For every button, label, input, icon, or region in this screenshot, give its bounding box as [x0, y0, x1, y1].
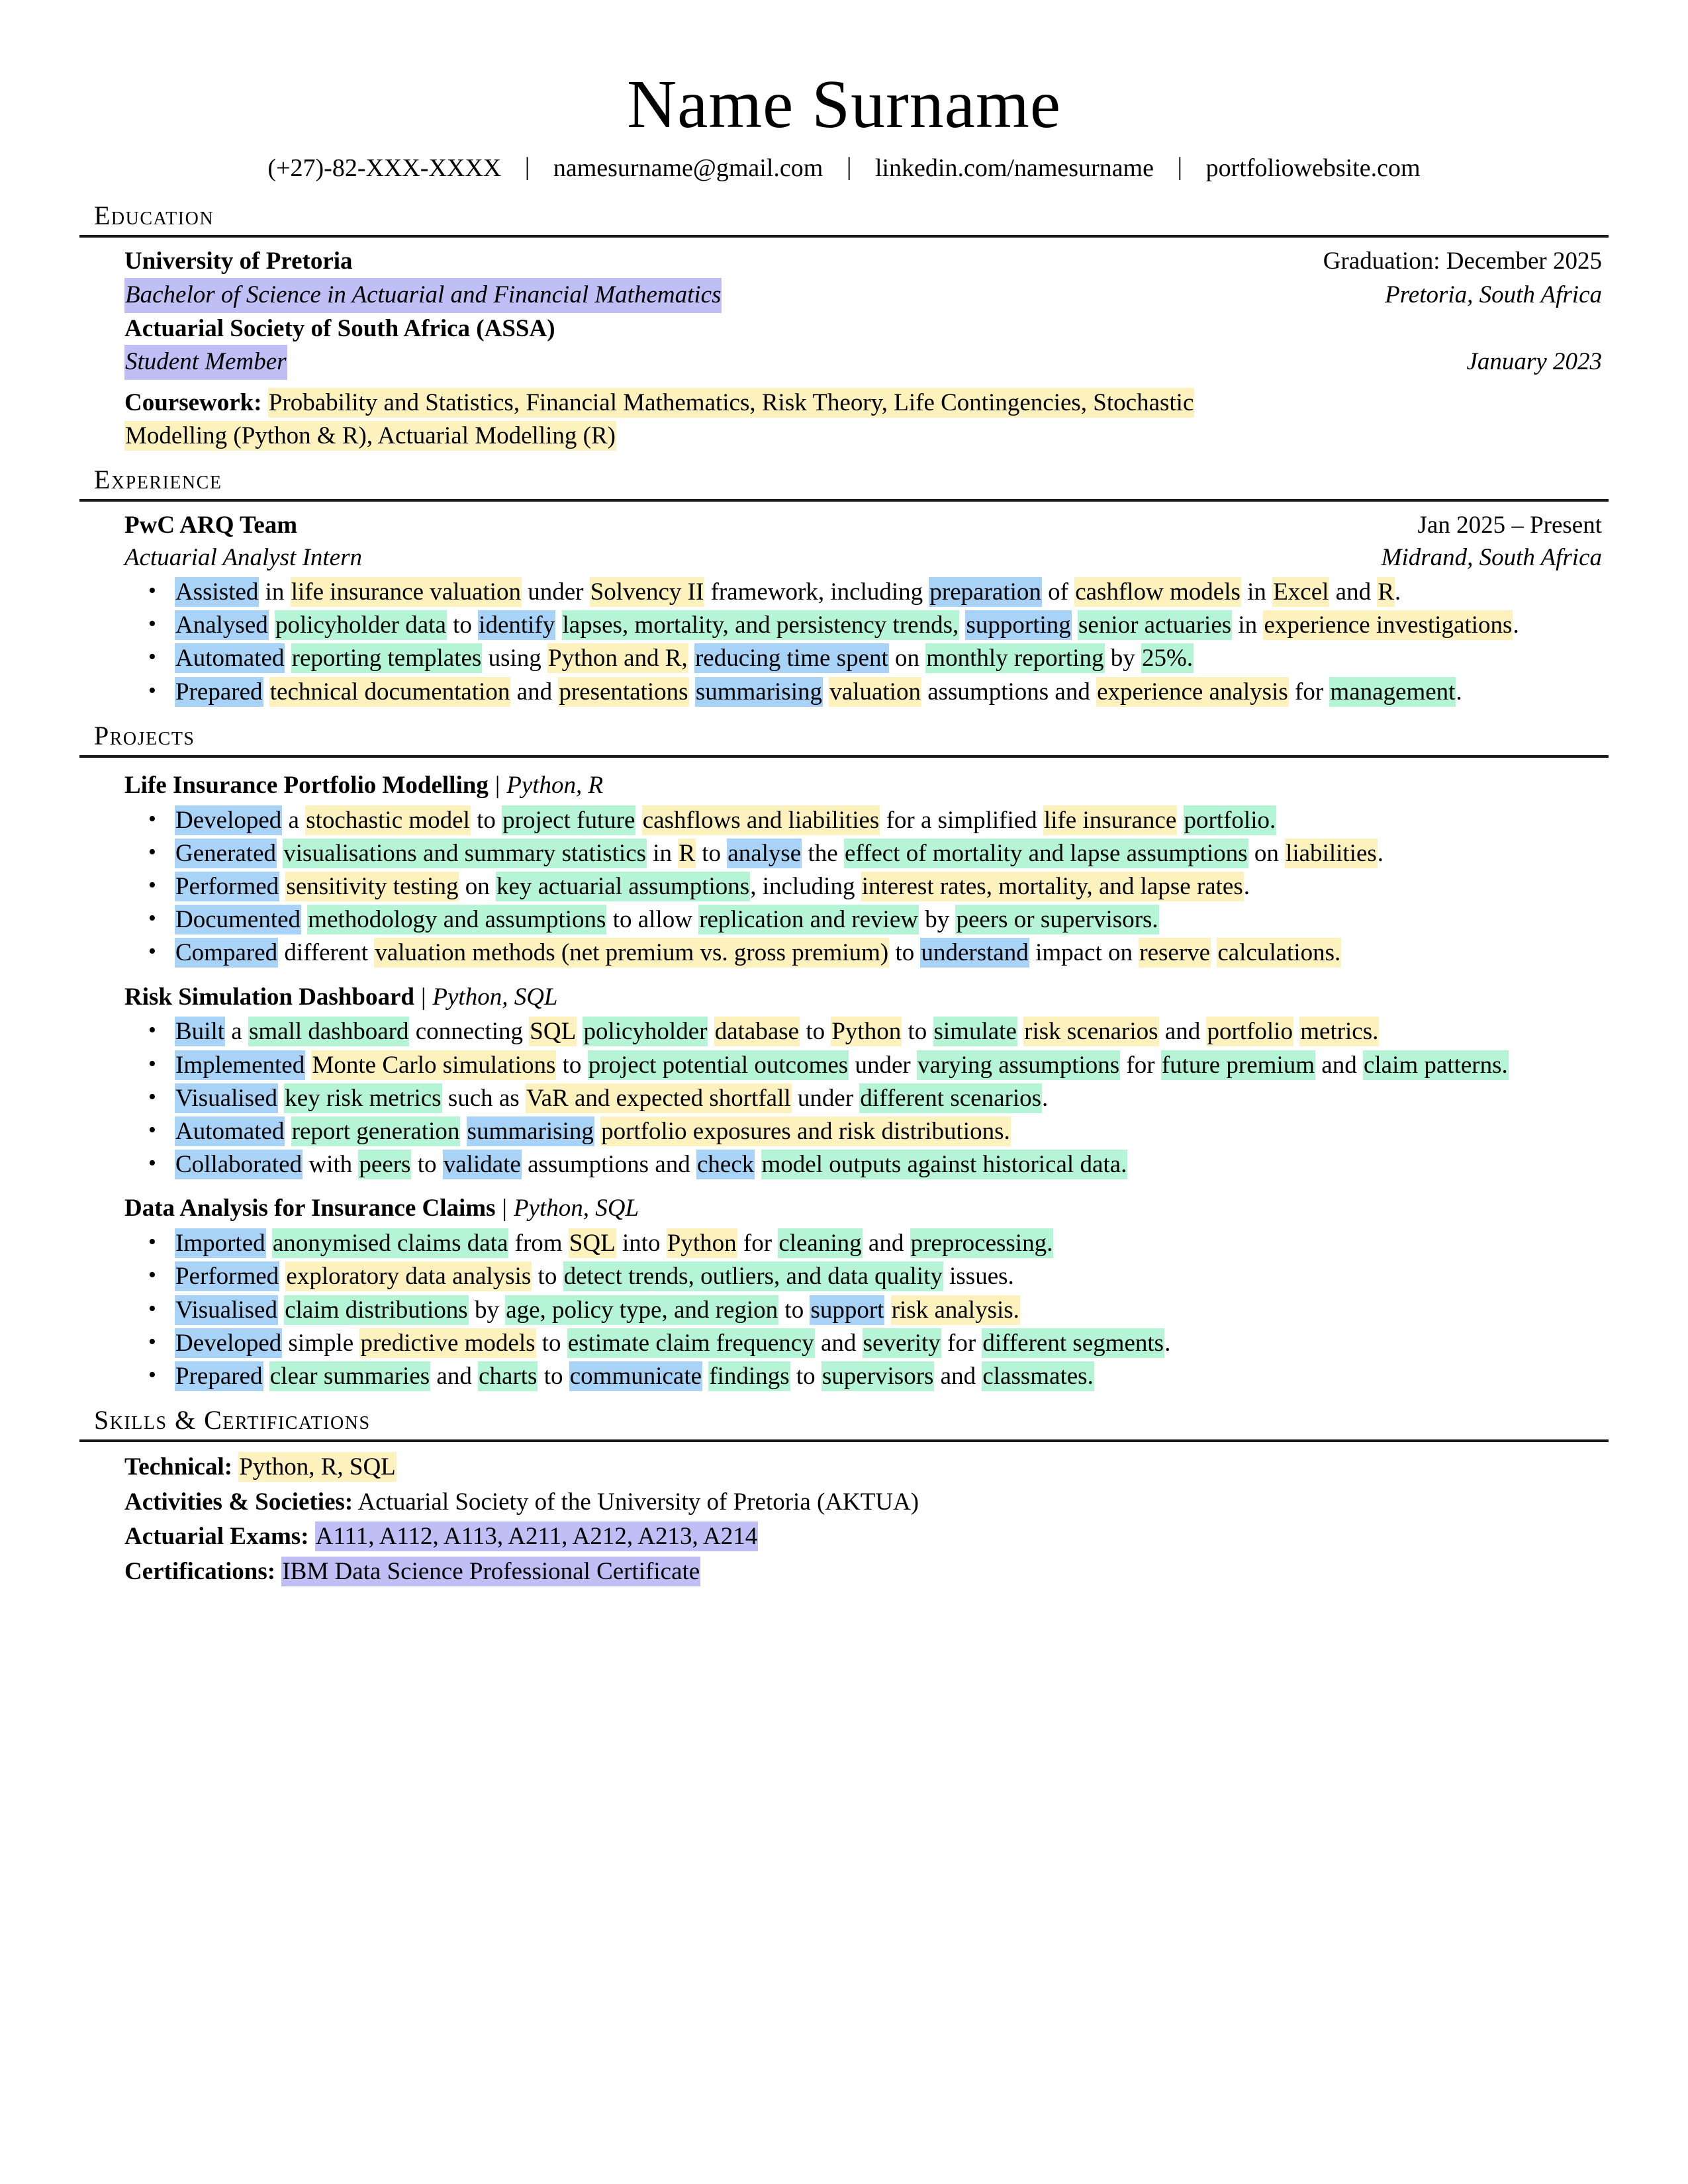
plain-text: to — [778, 1296, 810, 1324]
highlight-y: reserve — [1139, 939, 1211, 967]
highlight-y: Monte Carlo simulations — [312, 1051, 556, 1079]
plain-text: different — [278, 939, 375, 967]
plain-text: to — [470, 806, 502, 834]
list-item — [171, 1327, 1602, 1359]
plain-text: and — [814, 1329, 863, 1357]
plain-text: under — [521, 578, 590, 606]
highlight-g: management — [1330, 678, 1456, 705]
highlight-g: different segments — [982, 1329, 1164, 1357]
list-item — [171, 642, 1602, 674]
highlight-b: Visualised — [175, 1084, 277, 1112]
plain-text: to — [411, 1151, 443, 1179]
project-bullet-list — [124, 1015, 1602, 1181]
coursework-block — [124, 387, 1602, 452]
highlight-b: Generated — [175, 839, 277, 867]
experience-location: Midrand, South Africa — [1381, 544, 1602, 572]
list-item — [171, 936, 1602, 969]
project-header — [124, 1191, 1602, 1226]
plain-text — [301, 906, 307, 933]
education-society: Actuarial Society of South Africa (ASSA) — [124, 314, 555, 342]
highlight-g: varying assumptions — [917, 1051, 1120, 1079]
highlight-g: simulate — [933, 1018, 1017, 1046]
plain-text — [1017, 1018, 1023, 1045]
highlight-y: valuation — [829, 678, 921, 705]
highlight-b: summarising — [467, 1118, 594, 1146]
list-item — [171, 576, 1602, 608]
highlight-g: classmates. — [982, 1363, 1094, 1390]
education-row-school — [124, 246, 1602, 278]
highlight-b: communicate — [569, 1363, 702, 1390]
plain-text: , including — [750, 873, 861, 901]
highlight-b: Visualised — [175, 1296, 277, 1324]
projects-divider — [79, 755, 1609, 758]
project-tech: Python, SQL — [432, 983, 558, 1011]
highlight-b: Implemented — [175, 1051, 305, 1079]
plain-text — [285, 1118, 291, 1145]
plain-text — [594, 1118, 600, 1145]
highlight-g: clear summaries — [269, 1363, 430, 1390]
plain-text: and — [1315, 1051, 1363, 1079]
project-tech: Python, R — [506, 771, 604, 799]
education-divider — [79, 235, 1609, 238]
plain-text — [460, 1118, 466, 1145]
skills-body — [79, 1450, 1609, 1589]
highlight-y: risk scenarios — [1024, 1018, 1158, 1046]
highlight-g: methodology and assumptions — [308, 906, 606, 934]
highlight-g: replication and review — [699, 906, 918, 934]
plain-text: in — [259, 578, 291, 606]
education-row-degree — [124, 278, 1602, 313]
highlight-g: preprocessing. — [910, 1230, 1053, 1257]
highlight-b: Automated — [175, 645, 285, 672]
plain-text: a — [225, 1018, 248, 1046]
plain-text: to — [902, 1018, 933, 1046]
experience-divider — [79, 499, 1609, 502]
education-location: Pretoria, South Africa — [1385, 281, 1602, 308]
plain-text: to — [800, 1018, 831, 1046]
projects-heading: Projects — [94, 720, 195, 751]
highlight-b: Developed — [175, 806, 282, 834]
plain-text: such as — [442, 1084, 526, 1112]
plain-text: to allow — [606, 906, 699, 934]
plain-text: of — [1041, 578, 1075, 606]
plain-text: . — [1395, 578, 1401, 606]
project-bullet-list — [124, 1227, 1602, 1392]
education-row-membership — [124, 345, 1602, 380]
highlight-g: model outputs against historical data. — [761, 1151, 1127, 1179]
plain-text: using — [482, 645, 548, 672]
plain-text: connecting — [409, 1018, 530, 1046]
highlight-g: lapses, mortality, and persistency trends, — [562, 612, 959, 639]
plain-text: . — [1164, 1329, 1171, 1357]
contact-line — [79, 154, 1609, 184]
highlight-b: summarising — [695, 678, 823, 705]
plain-text: assumptions and — [921, 678, 1097, 705]
coursework-line-1: Probability and Statistics, Financial Mathematics, Risk Theory, Life Contingencies, Stochastic — [268, 389, 1194, 417]
plain-text — [884, 1297, 890, 1324]
plain-text: on — [1248, 839, 1286, 867]
highlight-g: detect trends, outliers, and data quality — [563, 1263, 943, 1291]
plain-text: for — [941, 1329, 982, 1357]
skills-certifications-row: Certifications: IBM Data Science Professional Certificate — [124, 1557, 700, 1585]
plain-text — [1072, 612, 1078, 639]
plain-text: assumptions and — [521, 1151, 696, 1179]
highlight-g: severity — [863, 1329, 941, 1357]
contact-separator-3: | — [1177, 153, 1183, 181]
plain-text: for — [1120, 1051, 1161, 1079]
highlight-y: technical documentation — [269, 678, 510, 705]
project-tech: Python, SQL — [513, 1195, 639, 1222]
list-item — [171, 1360, 1602, 1392]
highlight-y: valuation methods (net premium vs. gross premium) — [375, 939, 889, 967]
list-item — [171, 1148, 1602, 1181]
education-school: University of Pretoria — [124, 247, 353, 275]
highlight-y: risk analysis. — [891, 1296, 1019, 1324]
plain-text — [1293, 1018, 1299, 1045]
list-item — [171, 1082, 1602, 1115]
highlight-b: preparation — [929, 578, 1041, 606]
contact-separator-2: | — [846, 153, 852, 181]
highlight-b: identify — [479, 612, 555, 639]
highlight-b: Collaborated — [175, 1151, 303, 1179]
education-heading: Education — [94, 200, 214, 230]
project-separator: | — [494, 771, 500, 799]
plain-text — [555, 612, 561, 639]
plain-text: . — [1377, 839, 1384, 867]
plain-text — [1177, 807, 1183, 834]
highlight-b: supporting — [966, 612, 1071, 639]
highlight-g: supervisors — [821, 1363, 934, 1390]
experience-dates: Jan 2025 – Present — [1417, 512, 1602, 539]
highlight-g: findings — [709, 1363, 790, 1390]
plain-text — [266, 1230, 272, 1257]
plain-text: under — [791, 1084, 860, 1112]
experience-row-company — [124, 510, 1602, 542]
highlight-b: understand — [921, 939, 1029, 967]
highlight-y: predictive models — [360, 1329, 536, 1357]
project-name: Risk Simulation Dashboard — [124, 983, 414, 1011]
skills-certifications-label: Certifications — [124, 1557, 267, 1585]
highlight-g: project future — [502, 806, 635, 834]
plain-text: and — [934, 1363, 982, 1390]
highlight-b: Built — [175, 1018, 225, 1046]
highlight-b: Documented — [175, 906, 301, 934]
list-item — [171, 837, 1602, 870]
highlight-b: validate — [443, 1151, 521, 1179]
plain-text: to — [889, 939, 921, 967]
plain-text — [278, 1085, 284, 1112]
skills-divider — [79, 1439, 1609, 1442]
highlight-y: database — [714, 1018, 800, 1046]
highlight-b: check — [697, 1151, 755, 1179]
highlight-y: Python — [667, 1230, 737, 1257]
highlight-g: reporting templates — [291, 645, 482, 672]
skills-exams-label: Actuarial Exams — [124, 1523, 301, 1551]
plain-text: and — [430, 1363, 479, 1390]
experience-heading: Experience — [94, 465, 222, 495]
skills-heading: Skills & Certifications — [94, 1405, 371, 1435]
highlight-g: peers or supervisors. — [956, 906, 1158, 934]
education-membership-date: January 2023 — [1466, 348, 1602, 376]
highlight-g: claim patterns. — [1363, 1051, 1508, 1079]
contact-separator-1: | — [524, 153, 530, 181]
skills-technical-value: Python, R, SQL — [239, 1453, 396, 1481]
coursework-label: Coursework: — [124, 389, 262, 417]
highlight-g: peers — [359, 1151, 411, 1179]
highlight-b: Developed — [175, 1329, 282, 1357]
highlight-g: charts — [479, 1363, 538, 1390]
highlight-g: different scenarios — [860, 1084, 1042, 1112]
plain-text — [635, 807, 641, 834]
highlight-b: Prepared — [175, 678, 263, 705]
plain-text: by — [918, 906, 956, 934]
highlight-g: effect of mortality and lapse assumptions — [844, 839, 1248, 867]
highlight-g: policyholder data — [275, 612, 446, 639]
phone-text: (+27)-82-XXX-XXXX — [267, 154, 502, 183]
list-item — [171, 1049, 1602, 1081]
education-degree: Bachelor of Science in Actuarial and Financial Mathematics — [124, 278, 722, 313]
plain-text: simple — [282, 1329, 360, 1357]
highlight-g: estimate claim frequency — [567, 1329, 814, 1357]
plain-text: issues. — [943, 1263, 1014, 1291]
email-link[interactable]: namesurname@gmail.com — [553, 154, 823, 183]
highlight-g: policyholder — [583, 1018, 708, 1046]
plain-text: to — [536, 1329, 567, 1357]
highlight-y: experience investigations — [1264, 612, 1513, 639]
highlight-y: life insurance valuation — [291, 578, 521, 606]
skills-technical-label: Technical — [124, 1453, 224, 1481]
highlight-b: analyse — [727, 839, 802, 867]
plain-text: . — [1042, 1084, 1049, 1112]
highlight-g: key risk metrics — [285, 1084, 442, 1112]
list-item — [171, 1260, 1602, 1293]
highlight-y: presentations — [559, 678, 688, 705]
highlight-g: cleaning — [778, 1230, 862, 1257]
highlight-y: Solvency II — [590, 578, 704, 606]
plain-text — [269, 612, 275, 639]
highlight-g: project potential outcomes — [588, 1051, 849, 1079]
plain-text: by — [468, 1296, 506, 1324]
highlight-y: VaR and expected shortfall — [526, 1084, 791, 1112]
highlight-y: experience analysis — [1097, 678, 1288, 705]
highlight-g: claim distributions — [285, 1296, 468, 1324]
plain-text: in — [1232, 612, 1264, 639]
skills-exams-value: A111, A112, A113, A211, A212, A213, A214 — [315, 1523, 758, 1551]
plain-text: and — [1329, 578, 1378, 606]
plain-text: . — [1243, 873, 1250, 901]
skills-activities-row: Activities & Societies: Actuarial Society of the University of Pretoria (AKTUA) — [124, 1488, 919, 1516]
highlight-y: sensitivity testing — [286, 873, 459, 901]
plain-text — [708, 1018, 714, 1045]
highlight-b: Analysed — [175, 612, 268, 639]
highlight-b: Assisted — [175, 578, 259, 606]
list-item — [171, 1227, 1602, 1259]
plain-text — [278, 1297, 284, 1324]
project-separator: | — [502, 1195, 507, 1222]
highlight-y: Python — [831, 1018, 902, 1046]
list-item — [171, 1115, 1602, 1148]
projects-section — [79, 720, 1609, 1392]
highlight-y: metrics. — [1300, 1018, 1379, 1046]
list-item — [171, 609, 1602, 641]
highlight-b: Performed — [175, 873, 279, 901]
experience-company: PwC ARQ Team — [124, 512, 298, 539]
highlight-y: portfolio exposures and risk distributions. — [601, 1118, 1010, 1146]
plain-text — [702, 1363, 708, 1390]
plain-text: . — [1456, 678, 1462, 705]
linkedin-link[interactable]: linkedin.com/namesurname — [874, 154, 1154, 183]
highlight-b: Compared — [175, 939, 278, 967]
plain-text: from — [508, 1230, 569, 1257]
education-membership: Student Member — [124, 345, 287, 380]
page-title: Name Surname — [626, 66, 1061, 142]
highlight-g: future premium — [1161, 1051, 1315, 1079]
experience-row-role — [124, 542, 1602, 574]
skills-activities-value: Actuarial Society of the University of Pretoria (AKTUA) — [357, 1488, 919, 1516]
highlight-b: Imported — [175, 1230, 265, 1257]
highlight-y: interest rates, mortality, and lapse rates — [861, 873, 1243, 901]
skills-certifications-value: IBM Data Science Professional Certificate — [282, 1557, 700, 1585]
plain-text: and — [862, 1230, 910, 1257]
highlight-g: small dashboard — [248, 1018, 409, 1046]
skills-activities-label: Activities & Societies — [124, 1488, 345, 1516]
list-item — [171, 804, 1602, 837]
education-body — [79, 246, 1609, 452]
plain-text: with — [303, 1151, 359, 1179]
plain-text — [1211, 939, 1217, 966]
list-item — [171, 1015, 1602, 1048]
plain-text: under — [849, 1051, 917, 1079]
project-name: Data Analysis for Insurance Claims — [124, 1195, 496, 1222]
plain-text: to — [532, 1263, 563, 1291]
plain-text: a — [282, 806, 306, 834]
plain-text — [823, 678, 829, 705]
plain-text: and — [510, 678, 559, 705]
plain-text: to — [538, 1363, 569, 1390]
plain-text: to — [556, 1051, 588, 1079]
highlight-y: Excel — [1273, 578, 1329, 606]
project-header — [124, 768, 1602, 803]
highlight-y: life insurance — [1043, 806, 1177, 834]
plain-text — [285, 645, 291, 672]
plain-text: by — [1104, 645, 1142, 672]
education-row-society — [124, 313, 1602, 345]
plain-text: in — [1241, 578, 1273, 606]
highlight-y: R — [1378, 578, 1395, 606]
skills-technical-row: Technical: Python, R, SQL — [124, 1453, 396, 1481]
plain-text: in — [647, 839, 679, 867]
plain-text: to — [790, 1363, 821, 1390]
highlight-g: visualisations and summary statistics — [283, 839, 647, 867]
plain-text: impact on — [1029, 939, 1139, 967]
list-item — [171, 676, 1602, 708]
plain-text: on — [459, 873, 496, 901]
plain-text: for — [737, 1230, 778, 1257]
highlight-b: Automated — [175, 1118, 285, 1146]
highlight-y: stochastic model — [306, 806, 470, 834]
plain-text — [263, 1363, 269, 1390]
education-graduation: Graduation: December 2025 — [1323, 247, 1602, 275]
plain-text: framework, including — [704, 578, 929, 606]
project-bullet-list — [124, 804, 1602, 970]
website-link[interactable]: portfoliowebsite.com — [1205, 154, 1421, 183]
plain-text: to — [696, 839, 727, 867]
highlight-g: age, policy type, and region — [506, 1296, 778, 1324]
experience-role: Actuarial Analyst Intern — [124, 544, 362, 572]
plain-text: . — [1513, 612, 1519, 639]
plain-text — [688, 645, 694, 672]
skills-section — [79, 1404, 1609, 1589]
experience-bullet-list — [124, 576, 1602, 708]
coursework-line-2: Modelling (Python & R), Actuarial Modelling (R) — [125, 422, 616, 449]
skills-exams-row: Actuarial Exams: A111, A112, A113, A211, A212, A213, A214 — [124, 1523, 758, 1551]
highlight-g: senior actuaries — [1078, 612, 1232, 639]
highlight-b: support — [810, 1296, 884, 1324]
highlight-y: exploratory data analysis — [286, 1263, 532, 1291]
projects-body — [79, 768, 1609, 1392]
experience-section — [79, 464, 1609, 707]
plain-text: on — [888, 645, 926, 672]
highlight-g: key actuarial assumptions — [496, 873, 750, 901]
list-item — [171, 1294, 1602, 1326]
highlight-y: Python and R, — [548, 645, 688, 672]
highlight-y: portfolio — [1207, 1018, 1293, 1046]
highlight-b: Prepared — [175, 1363, 263, 1390]
project-separator: | — [420, 983, 426, 1011]
highlight-b: reducing time spent — [694, 645, 888, 672]
highlight-g: report generation — [291, 1118, 460, 1146]
plain-text: for — [1288, 678, 1330, 705]
plain-text: for a simplified — [880, 806, 1043, 834]
highlight-g: portfolio. — [1184, 806, 1276, 834]
list-item — [171, 903, 1602, 936]
highlight-g: anonymised claims data — [272, 1230, 508, 1257]
highlight-y: cashflows and liabilities — [642, 806, 880, 834]
highlight-y: cashflow models — [1075, 578, 1241, 606]
plain-text — [277, 840, 283, 867]
list-item — [171, 870, 1602, 903]
plain-text — [755, 1151, 761, 1178]
project-name: Life Insurance Portfolio Modelling — [124, 771, 489, 799]
highlight-y: R — [679, 839, 695, 867]
plain-text: the — [802, 839, 844, 867]
plain-text: and — [1158, 1018, 1207, 1046]
experience-body — [79, 510, 1609, 707]
plain-text: into — [616, 1230, 667, 1257]
project-header — [124, 980, 1602, 1015]
education-section — [79, 200, 1609, 452]
highlight-y: liabilities — [1286, 839, 1377, 867]
highlight-y: SQL — [569, 1230, 616, 1257]
highlight-b: Performed — [175, 1263, 279, 1291]
plain-text — [263, 678, 269, 705]
plain-text: to — [446, 612, 479, 639]
highlight-y: calculations. — [1217, 939, 1341, 967]
plain-text — [689, 678, 695, 705]
highlight-g: monthly reporting — [926, 645, 1104, 672]
highlight-g: 25%. — [1142, 645, 1194, 672]
highlight-y: SQL — [530, 1018, 577, 1046]
